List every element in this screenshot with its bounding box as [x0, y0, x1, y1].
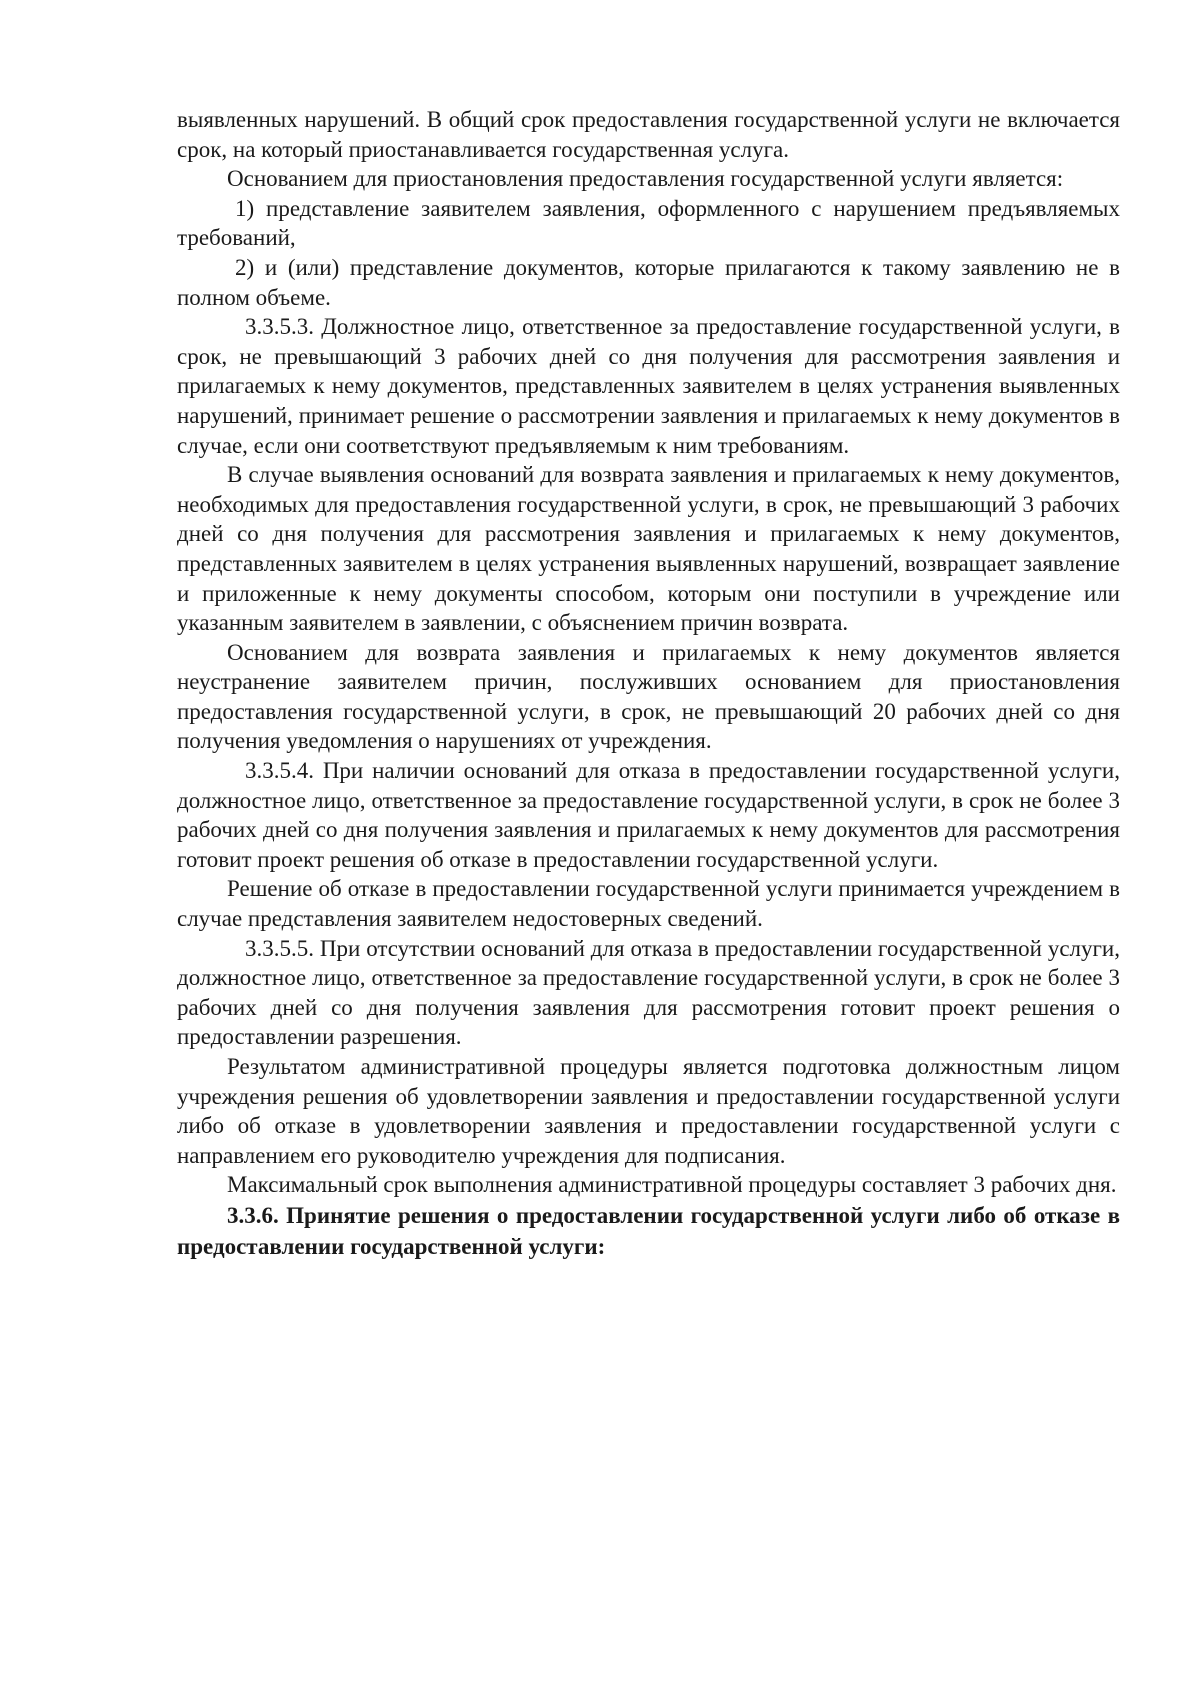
paragraph-3-3-5-5: 3.3.5.5. При отсутствии оснований для отказа в предоставлении государственной услуги, должностное лицо, ответственное за предоставление государственной услуги, в срок не более 3 рабочих дней со дня получения заявления для рассмотрения готовит проект решения о предоставлении разрешения.: [177, 935, 1120, 1050]
paragraph-return-grounds: В случае выявления оснований для возврата заявления и прилагаемых к нему документов, необходимых для предоставления государственной услуги, в срок, не превышающий 3 рабочих дней со дня получения для рассмотрения заявления и прилагаемых к нему документов, представленных заявителем в целях устранения выявленных нарушений, возвращает заявление и приложенные к нему документы способом, которым они поступили в учреждение или указанным заявителем в заявлении, с объяснением причин возврата.: [177, 462, 1120, 636]
paragraph-procedure-result: Результатом административной процедуры является подготовка должностным лицом учреждения решения об удовлетворении заявления и предоставлении государственной услуги либо об отказе в удовлетворении заявления и предоставлении государственной услуги с направлением его руководителю учреждения для подписания.: [177, 1054, 1120, 1168]
paragraph-continuation: выявленных нарушений. В общий срок предоставления государственной услуги не включается срок, на который приостанавливается государственная услуга.: [177, 107, 1120, 162]
paragraph-3-3-5-4: 3.3.5.4. При наличии оснований для отказа в предоставлении государственной услуги, должностное лицо, ответственное за предоставление государственной услуги, в срок не более 3 рабочих дней со дня получения заявления и прилагаемых к нему документов для рассмотрения готовит проект решения об отказе в предоставлении государственной услуги.: [177, 758, 1120, 872]
list-item-2: 2) и (или) представление документов, которые прилагаются к такому заявлению не в полном объеме.: [177, 254, 1120, 310]
section-heading-3-3-6: 3.3.6. Принятие решения о предоставлении государственной услуги либо об отказе в предоставлении государственной услуги:: [177, 1202, 1120, 1259]
document-body: [177, 105, 1120, 1262]
paragraph-suspension-grounds: Основанием для приостановления предоставления государственной услуги является:: [227, 166, 1064, 192]
paragraph-max-duration: Максимальный срок выполнения административной процедуры составляет 3 рабочих дня.: [227, 1172, 1117, 1198]
paragraph-return-basis: Основанием для возврата заявления и прилагаемых к нему документов является неустранение заявителем причин, послуживших основанием для приостановления предоставления государственной услуги, в срок, не превышающий 20 рабочих дней со дня получения уведомления о нарушениях от учреждения.: [177, 639, 1120, 754]
paragraph-refusal-decision: Решение об отказе в предоставлении государственной услуги принимается учреждением в случае представления заявителем недостоверных сведений.: [177, 876, 1120, 932]
paragraph-3-3-5-3: 3.3.5.3. Должностное лицо, ответственное за предоставление государственной услуги, в срок, не превышающий 3 рабочих дней со дня получения для рассмотрения заявления и прилагаемых к нему документов, представленных заявителем в целях устранения выявленных нарушений, принимает решение о рассмотрении заявления и прилагаемых к нему документов в случае, если они соответствуют предъявляемым к ним требованиям.: [177, 314, 1120, 458]
list-item-1: 1) представление заявителем заявления, оформленного с нарушением предъявляемых требований,: [177, 195, 1120, 251]
